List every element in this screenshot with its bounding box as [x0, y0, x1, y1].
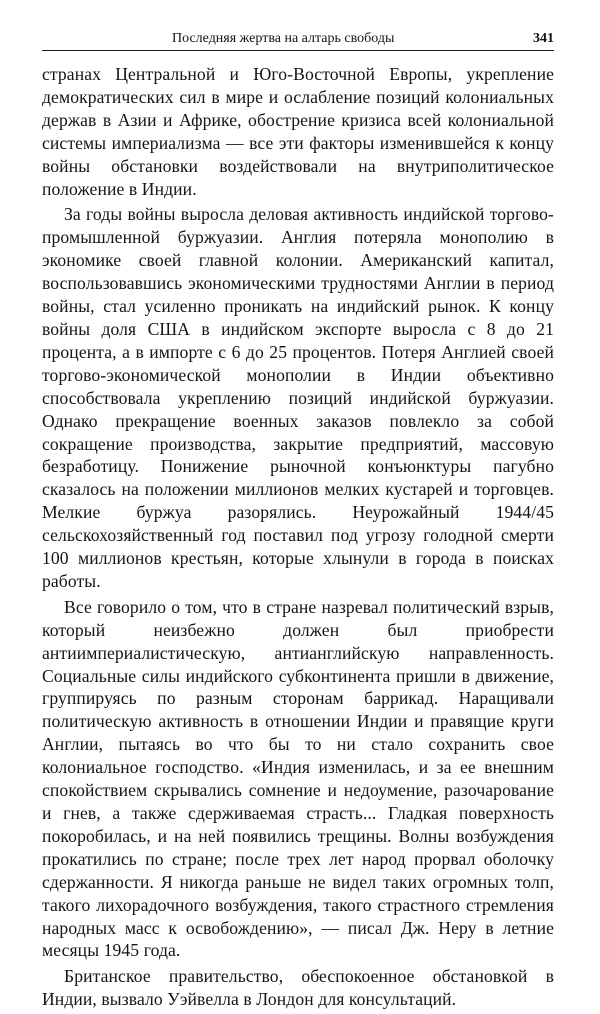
paragraph-2: За годы войны выросла деловая активность индийской торгово-промышленной буржуазии. Англия потеряла монополию в экономике своей главной колонии. Американский капитал, воспользовавшись экономическими трудностями Англии в период войны, стал усиленно проникать на индийский рынок. К концу войны доля США в индийском экспорте выросла с 8 до 21 процента, а в импорте с 6 до 25 процентов. Потеря Англией своей торгово-экономической монополии в Индии объективно способствовала укреплению позиций индийской буржуазии. Однако прекращение военных заказов повлекло за собой сокращение производства, закрытие предприятий, массовую безработицу. Понижение рыночной конъюнктуры пагубно сказалось на положении миллионов мелких кустарей и торговцев. Мелкие буржуа разорялись. Неурожайный 1944/45 сельскохозяйственный год поставил под угрозу голодной смерти 100 миллионов крестьян, которые хлынули в города в поисках работы. [42, 204, 554, 591]
running-header [42, 28, 554, 51]
page-number: 341 [533, 31, 554, 46]
paragraph-3: Все говорило о том, что в стране назревал политический взрыв, который неизбежно должен был приобрести антиимпериалистическую, антианглийскую направленность. Социальные силы индийского субконтинента пришли в движение, группируясь по разным сторонам баррикад. Наращивали политическую активность в отношении Индии и правящие круги Англии, пытаясь во что бы то ни стало сохранить свое колониальное господство. «Индия изменилась, и за ее внешним спокойствием скрывались сомнение и недоумение, разочарование и гнев, а также сдерживаемая страсть... Гладкая поверхность покоробилась, и на ней появились трещины. Волны возбуждения прокатились по стране; после трех лет народ прорвал оболочку сдержанности. Я никогда раньше не видел таких огромных толп, такого лихорадочного возбуждения, такого страстного стремления народных масс к освобождению», — писал Дж. Неру в летние месяцы 1945 года. [42, 596, 554, 961]
paragraph-1: странах Центральной и Юго-Восточной Европы, укрепление демократических сил в мире и ослабление позиций колониальных держав в Азии и Африке, обострение кризиса всей колониальной системы империализма — все эти факторы изменившейся к концу войны обстановки воздействовали на внутриполитическое положение в Индии. [42, 64, 554, 199]
body-text [42, 63, 554, 1011]
paragraph-4: Британское правительство, обеспокоенное обстановкой в Индии, вызвало Уэйвелла в Лондон для консультаций. [42, 966, 554, 1010]
running-header-title: Последняя жертва на алтарь свободы [172, 31, 395, 46]
book-page [42, 28, 554, 1014]
